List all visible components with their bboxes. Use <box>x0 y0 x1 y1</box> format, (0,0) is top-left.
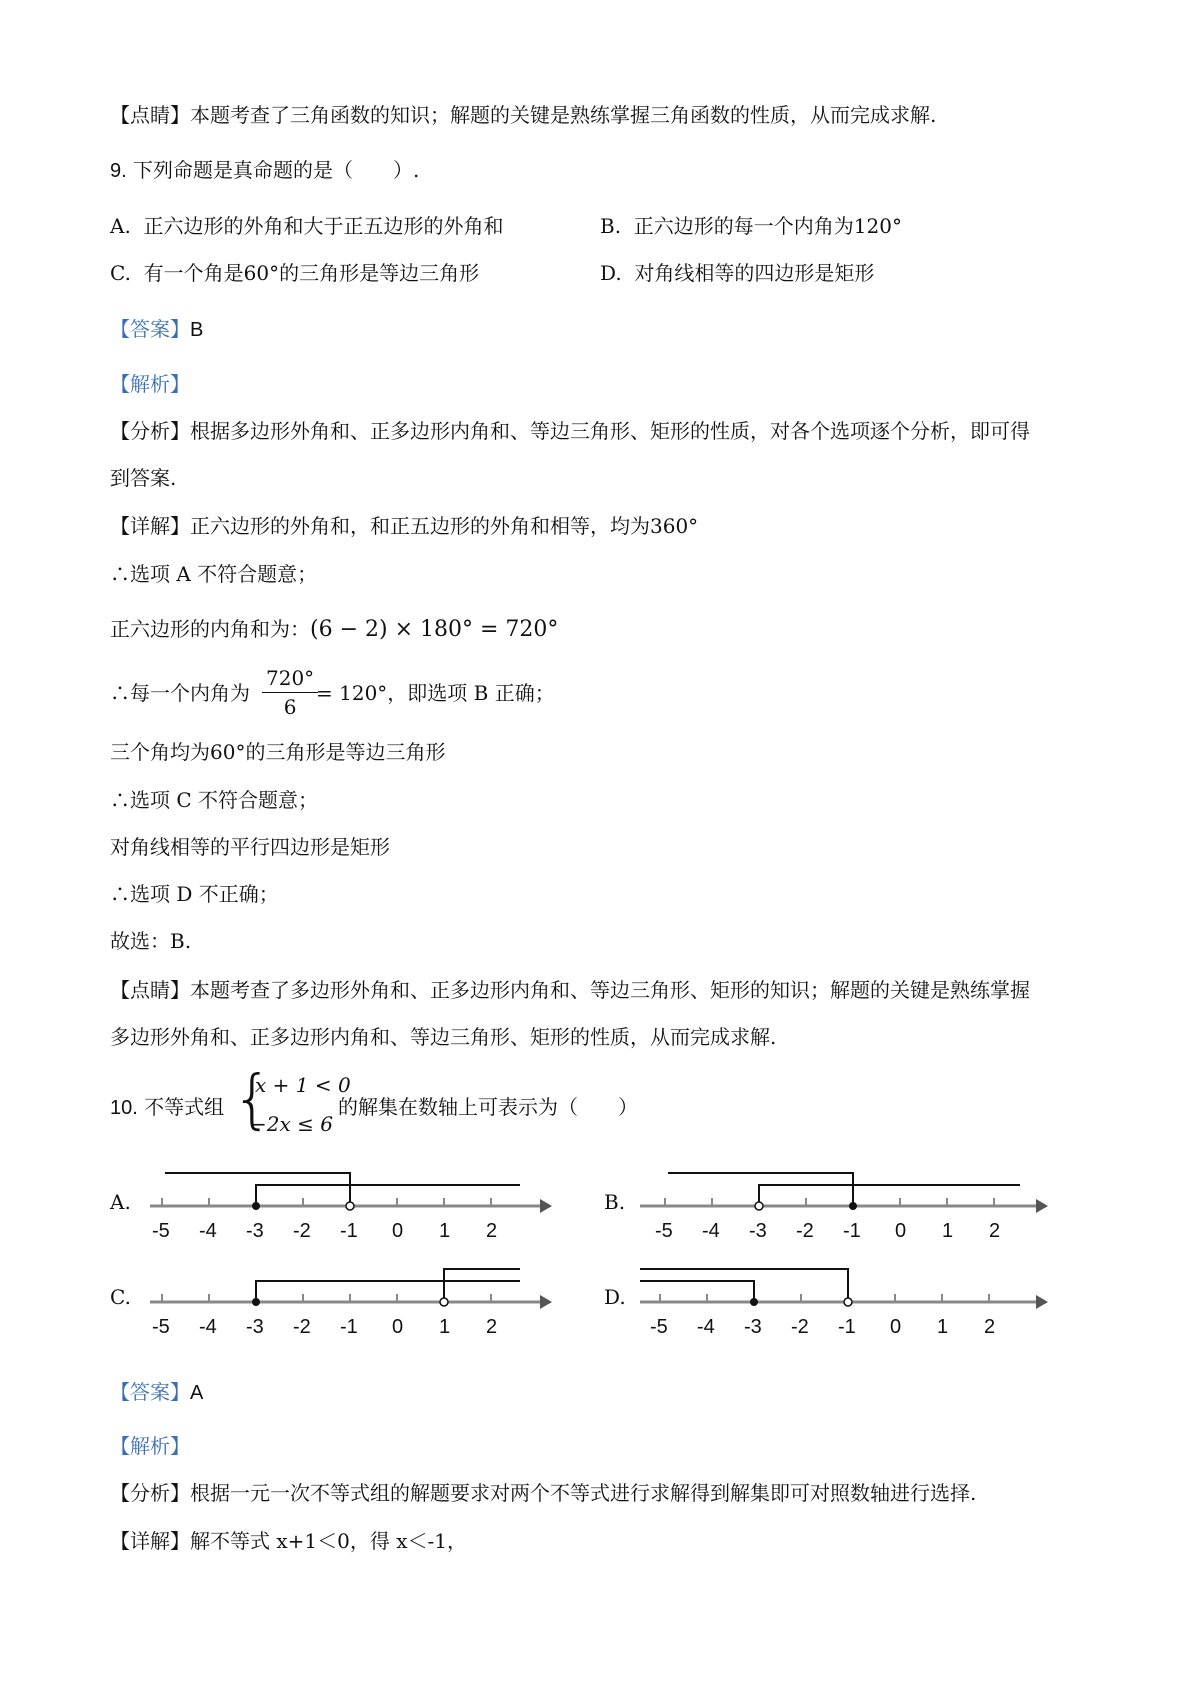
tick-label: -4 <box>702 1220 720 1242</box>
closed-point <box>750 1298 758 1306</box>
answer-tag: 【答案】 <box>110 1380 190 1404</box>
tick-label: -2 <box>293 1316 311 1338</box>
tick-label: -3 <box>246 1316 264 1338</box>
inequality-2: −2x ≤ 6 <box>250 1112 333 1136</box>
q10-option-b-label: B. <box>604 1190 626 1214</box>
q10-option-d-label: D. <box>604 1285 626 1309</box>
tick-label: -1 <box>838 1316 856 1338</box>
axis-arrow <box>1036 1295 1048 1309</box>
option-label: D. <box>600 261 622 285</box>
option-text: 正六边形的每一个内角为120° <box>633 214 902 238</box>
xiangjie-text: 正六边形的外角和，和正五边形的外角和相等，均为360° <box>190 514 699 538</box>
dianjing-text: 本题考查了多边形外角和、正多边形内角和、等边三角形、矩形的知识；解题的关键是熟练掌握 <box>190 978 1030 1002</box>
tick-label: -1 <box>843 1220 861 1242</box>
system-brace: { <box>232 1063 273 1137</box>
fraction-denominator: 6 <box>283 695 297 719</box>
tick-label: 2 <box>486 1220 498 1242</box>
tick-label: -3 <box>246 1220 264 1242</box>
tick-label: 0 <box>895 1220 907 1242</box>
tick-label: 2 <box>984 1316 996 1338</box>
tick-label: 0 <box>890 1316 902 1338</box>
q9-step-3-prefix: ∴每一个内角为 <box>110 681 250 705</box>
question-number: 9. <box>110 160 127 182</box>
tick-label: -3 <box>749 1220 767 1242</box>
q9-step-7: ∴选项 D 不正确； <box>110 882 279 906</box>
open-point <box>844 1298 852 1306</box>
question-number: 10. <box>110 1097 138 1119</box>
tick-label: -1 <box>340 1220 358 1242</box>
q9-fenxi-line2: 到答案. <box>110 466 177 490</box>
tick-label: -4 <box>199 1316 217 1338</box>
step-text: 正六边形的内角和为： <box>110 617 310 641</box>
q9-step-3-suffix: = 120°，即选项 B 正确； <box>316 681 555 705</box>
fenxi-tag: 【分析】 <box>110 1481 190 1505</box>
answer-value: B <box>190 319 204 341</box>
tick-label: -4 <box>697 1316 715 1338</box>
tick-label: 0 <box>392 1220 404 1242</box>
q9-step-4: 三个角均为60°的三角形是等边三角形 <box>110 740 446 764</box>
comment-text: 本题考查了三角函数的知识；解题的关键是熟练掌握三角函数的性质，从而完成求解. <box>190 103 937 127</box>
comment-tag: 【点睛】 <box>110 103 190 127</box>
option-text: 有一个角是60°的三角形是等边三角形 <box>143 261 480 285</box>
question-text: 不等式组 <box>144 1095 225 1119</box>
fraction-numerator: 720° <box>262 664 318 693</box>
tick-label: -3 <box>744 1316 762 1338</box>
tick-label: 2 <box>989 1220 1001 1242</box>
tick-label: 2 <box>486 1316 498 1338</box>
tick-label: -2 <box>293 1220 311 1242</box>
tick-label: -2 <box>791 1316 809 1338</box>
step-math: (6 − 2) × 180° = 720° <box>310 617 559 642</box>
q9-step-6: 对角线相等的平行四边形是矩形 <box>110 835 390 859</box>
q10-stem-suffix: 的解集在数轴上可表示为（ ） <box>338 1095 638 1119</box>
answer-tag: 【答案】 <box>110 317 190 341</box>
tick-label: -5 <box>152 1316 170 1338</box>
tick-label: -5 <box>152 1220 170 1242</box>
option-label: A. <box>110 214 131 238</box>
q9-dianjing-line2: 多边形外角和、正多边形内角和、等边三角形、矩形的性质，从而完成求解. <box>110 1025 777 1049</box>
tick-label: -2 <box>796 1220 814 1242</box>
fenxi-text: 根据一元一次不等式组的解题要求对两个不等式进行求解得到解集即可对照数轴进行选择. <box>190 1481 977 1505</box>
range-line <box>640 1281 754 1300</box>
tick-label: 1 <box>439 1316 451 1338</box>
tick-label: -5 <box>650 1316 668 1338</box>
tick-label: 0 <box>392 1316 404 1338</box>
range-line <box>640 1269 848 1300</box>
q10-answer <box>110 1378 203 1407</box>
dianjing-tag: 【点睛】 <box>110 978 190 1002</box>
q9-step-8: 故选：B. <box>110 929 192 953</box>
answer-value: A <box>190 1382 204 1404</box>
q10-xiangjie <box>110 1527 467 1555</box>
q10-fenxi <box>110 1479 976 1507</box>
tick-labels <box>650 1316 995 1338</box>
fenxi-tag: 【分析】 <box>110 419 190 443</box>
q10-option-a-label: A. <box>110 1190 131 1214</box>
xiangjie-tag: 【详解】 <box>110 1529 190 1553</box>
tick-label: -5 <box>655 1220 673 1242</box>
q9-analysis-tag: 【解析】 <box>110 372 190 396</box>
tick-label: 1 <box>439 1220 451 1242</box>
q9-step-1: ∴选项 A 不符合题意； <box>110 562 318 586</box>
xiangjie-text: 解不等式 x+1＜0，得 x＜-1， <box>190 1529 467 1553</box>
tick-label: 1 <box>937 1316 949 1338</box>
option-label: C. <box>110 261 131 285</box>
xiangjie-tag: 【详解】 <box>110 514 190 538</box>
q9-step-5: ∴选项 C 不符合题意； <box>110 788 319 812</box>
fenxi-text: 根据多边形外角和、正多边形内角和、等边三角形、矩形的性质，对各个选项逐个分析，即可得 <box>190 419 1030 443</box>
q10-option-c-label: C. <box>110 1285 131 1309</box>
tick-label: -4 <box>199 1220 217 1242</box>
option-text: 对角线相等的四边形是矩形 <box>634 261 875 285</box>
tick-label: -1 <box>340 1316 358 1338</box>
q10-analysis-tag: 【解析】 <box>110 1434 190 1458</box>
option-text: 正六边形的外角和大于正五边形的外角和 <box>143 214 504 238</box>
inequality-1: x + 1 < 0 <box>255 1073 351 1097</box>
option-label: B. <box>600 214 622 238</box>
question-text: 下列命题是真命题的是（ ）. <box>133 158 420 182</box>
tick-label: 1 <box>942 1220 954 1242</box>
